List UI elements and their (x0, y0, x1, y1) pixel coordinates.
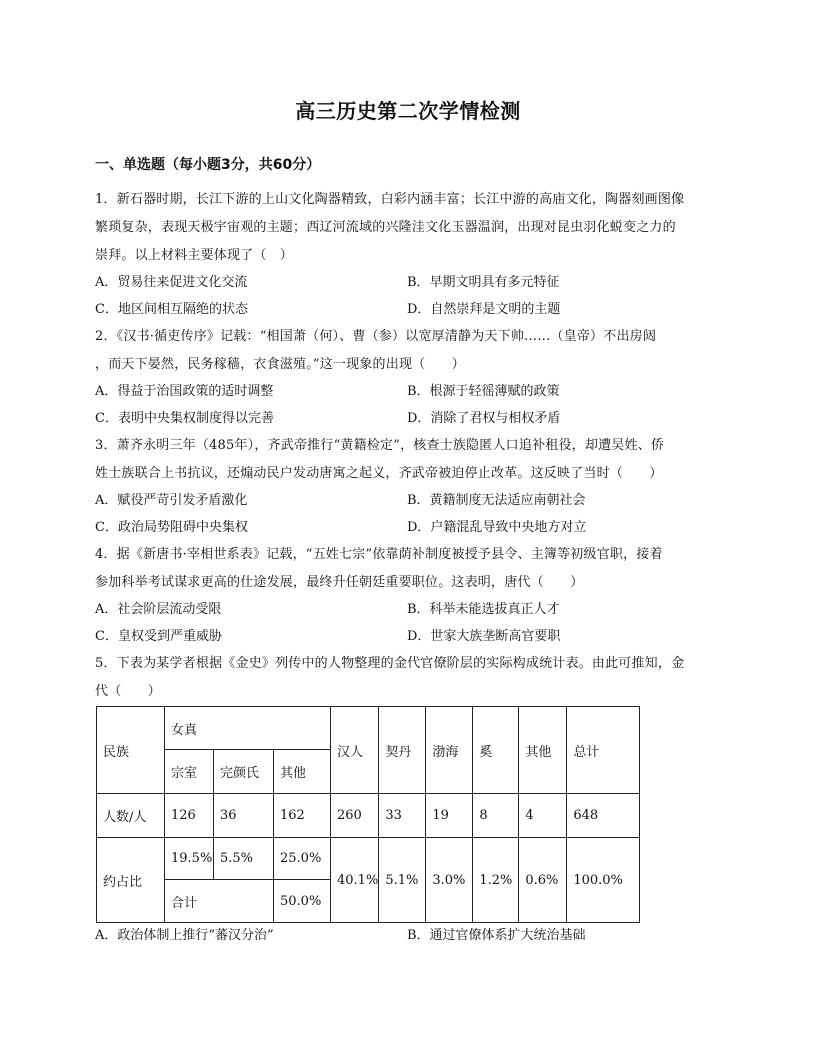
header-wanyan: 完颜氏 (214, 750, 274, 794)
header-nvzhen: 女真 (165, 707, 331, 750)
table-cell: 1.2% (473, 838, 519, 923)
table-cell: 19.5% (165, 838, 214, 880)
page-title: 高三历史第二次学情检测 (295, 99, 521, 123)
q1-option-b: B．早期文明具有多元特征 (407, 275, 560, 290)
table-cell: 8 (473, 794, 519, 838)
q2-option-d: D．消除了君权与相权矛盾 (407, 411, 561, 426)
header-qidan: 契丹 (379, 707, 426, 794)
table-cell: 5.1% (379, 838, 426, 923)
table-cell: 126 (165, 794, 214, 838)
table-cell: 19 (426, 794, 473, 838)
q3-line-1: 3．萧齐永明三年（485年），齐武帝推行“黄籍检定”，核查士族隐匿人口追补租役，却遭吴姓、侨 (95, 438, 665, 453)
header-bohai: 渤海 (426, 707, 473, 794)
q5-option-b: B．通过官僚体系扩大统治基础 (407, 928, 586, 943)
row-count-label: 人数/人 (97, 794, 165, 838)
header-nvzhen-other: 其他 (274, 750, 331, 794)
q2-option-a: A．得益于治国政策的适时调整 (95, 384, 274, 399)
table-cell: 3.0% (426, 838, 473, 923)
row-ratio-label: 约占比 (97, 838, 165, 923)
q5-option-a: A．政治体制上推行“蕃汉分治” (95, 928, 274, 943)
q3-option-b: B．黄籍制度无法适应南朝社会 (407, 493, 586, 508)
table-cell: 50.0% (274, 880, 331, 923)
q3-option-a: A．赋役严苛引发矛盾激化 (95, 493, 248, 508)
q3-option-d: D．户籍混乱导致中央地方对立 (407, 520, 587, 535)
table-cell: 40.1% (331, 838, 379, 923)
q3-option-c: C．政治局势阻碍中央集权 (95, 520, 248, 535)
q4-line-2: 参加科举考试谋求更高的仕途发展，最终升任朝廷重要职位。这表明，唐代（ ） (95, 575, 584, 590)
table-cell: 100.0% (567, 838, 640, 923)
q1-option-a: A．贸易往来促进文化交流 (95, 275, 248, 290)
section-heading: 一、单选题（每小题3分，共60分） (95, 157, 321, 173)
q1-option-d: D．自然崇拜是文明的主题 (407, 302, 561, 317)
q5-line-2: 代（ ） (95, 684, 162, 699)
table-cell: 25.0% (274, 838, 331, 880)
row-sum-label: 合计 (165, 880, 274, 923)
table-cell: 36 (214, 794, 274, 838)
q4-option-a: A．社会阶层流动受限 (95, 602, 222, 617)
q1-option-c: C．地区间相互隔绝的状态 (95, 302, 248, 317)
q1-line-1: 1．新石器时期，长江下游的上山文化陶器精致，白彩内涵丰富；长江中游的高庙文化，陶器刻画图像 (95, 192, 685, 207)
q3-line-2: 姓士族联合上书抗议，还煽动民户发动唐寓之起义，齐武帝被迫停止改革。这反映了当时（ ） (95, 466, 663, 481)
header-other: 其他 (519, 707, 567, 794)
q5-stats-table (96, 706, 640, 923)
header-xi: 奚 (473, 707, 519, 794)
table-cell: 33 (379, 794, 426, 838)
header-total: 总计 (567, 707, 640, 794)
table-cell: 260 (331, 794, 379, 838)
q2-option-b: B．根源于轻徭薄赋的政策 (407, 384, 560, 399)
q4-option-d: D．世家大族垄断高官要职 (407, 629, 561, 644)
table-cell: 162 (274, 794, 331, 838)
q4-line-1: 4．据《新唐书·宰相世系表》记载，“五姓七宗”依靠荫补制度被授予县令、主簿等初级官职，接着 (95, 547, 663, 562)
q1-line-2: 繁琐复杂，表现天极宇宙观的主题；西辽河流域的兴隆洼文化玉器温润，出现对昆虫羽化蜕变之力的 (95, 220, 676, 235)
header-minzu: 民族 (97, 707, 165, 794)
q4-option-b: B．科举未能选拔真正人才 (407, 602, 560, 617)
q2-option-c: C．表明中央集权制度得以完善 (95, 411, 274, 426)
q5-line-1: 5．下表为某学者根据《金史》列传中的人物整理的金代官僚阶层的实际构成统计表。由此可推知，金 (95, 656, 685, 671)
header-han: 汉人 (331, 707, 379, 794)
table-cell: 5.5% (214, 838, 274, 880)
table-cell: 0.6% (519, 838, 567, 923)
table-cell: 648 (567, 794, 640, 838)
q2-line-1: 2．《汉书·循吏传序》记载：“相国萧（何）、曹（参）以宽厚清静为天下帅……（皇帝）不出房闼 (95, 329, 657, 344)
q2-line-2: ，而天下晏然，民务稼穑，衣食滋殖。”这一现象的出现（ ） (95, 357, 465, 372)
header-zongshi: 宗室 (165, 750, 214, 794)
table-cell: 4 (519, 794, 567, 838)
q4-option-c: C．皇权受到严重威胁 (95, 629, 222, 644)
q1-line-3: 崇拜。以上材料主要体现了（ ） (95, 248, 294, 263)
